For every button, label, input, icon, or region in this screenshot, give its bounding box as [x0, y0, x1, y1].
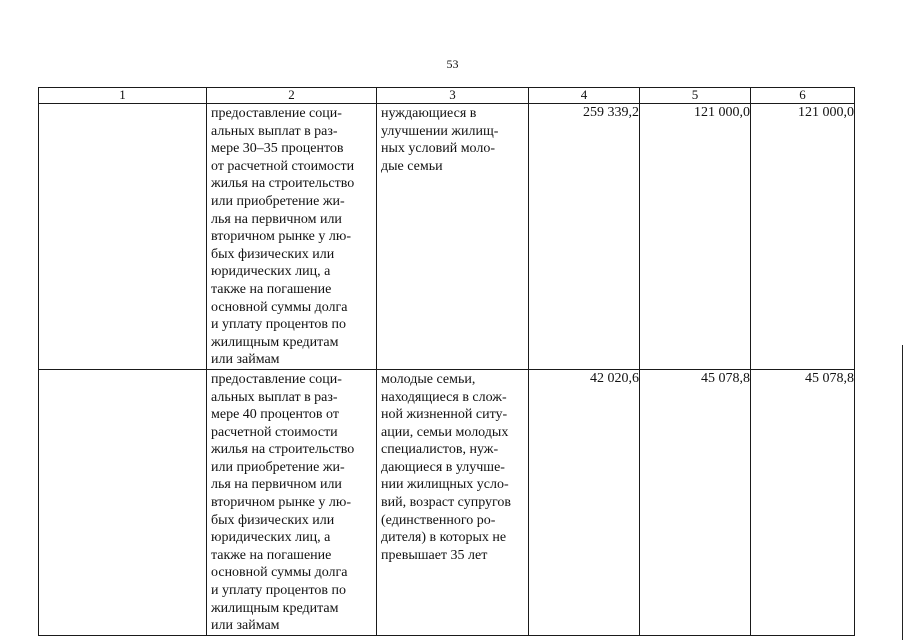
cell-col1: [39, 104, 207, 370]
text-line: дителя) в которых не: [381, 530, 507, 546]
text-line: альных выплат в раз-: [211, 389, 338, 405]
text-line: молодые семьи,: [381, 371, 476, 387]
column-header-4: 4: [529, 88, 640, 104]
text-line: юридических лиц, а: [211, 264, 331, 280]
text-line: альных выплат в раз-: [211, 123, 338, 139]
measure-description-text: [207, 370, 376, 635]
text-line: жилья на строительство: [211, 176, 355, 192]
text-line: улучшении жилищ-: [381, 123, 499, 139]
text-line: жилья на строительство: [211, 442, 355, 458]
text-line: расчетной стоимости: [211, 424, 338, 440]
text-line: ной жизненной ситу-: [381, 407, 508, 423]
cell-col1: [39, 369, 207, 635]
cell-target-group: [377, 369, 529, 635]
cell-value-col5: 121 000,0: [640, 104, 751, 370]
text-line: предоставление соци-: [211, 371, 342, 387]
text-line: находящиеся в слож-: [381, 389, 507, 405]
column-header-2: 2: [207, 88, 377, 104]
text-line: или приобретение жи-: [211, 459, 345, 475]
text-line: вторичном рынке у лю-: [211, 495, 351, 511]
text-line: бых физических или: [211, 512, 335, 528]
text-line: юридических лиц, а: [211, 530, 331, 546]
text-line: основной суммы долга: [211, 299, 348, 315]
text-line: вторичном рынке у лю-: [211, 229, 351, 245]
text-line: жилищным кредитам: [211, 334, 339, 350]
cell-value-col6: 121 000,0: [751, 104, 855, 370]
cell-value-col6: 45 078,8: [751, 369, 855, 635]
cell-measure-description: [207, 104, 377, 370]
text-line: также на погашение: [211, 547, 332, 563]
text-line: нуждающиеся в: [381, 106, 477, 121]
column-header-6: 6: [751, 88, 855, 104]
text-line: нии жилищных усло-: [381, 477, 509, 493]
scan-edge-line: [902, 345, 903, 640]
target-group-text: [377, 370, 528, 565]
text-line: (единственного ро-: [381, 512, 496, 528]
text-line: бых физических или: [211, 246, 335, 262]
text-line: ации, семьи молодых: [381, 424, 509, 440]
text-line: или займам: [211, 618, 280, 634]
cell-value-col4: 42 020,6: [529, 369, 640, 635]
text-line: специалистов, нуж-: [381, 442, 499, 458]
text-line: или займам: [211, 352, 280, 368]
column-header-3: 3: [377, 88, 529, 104]
text-line: предоставление соци-: [211, 106, 342, 121]
text-line: и уплату процентов по: [211, 317, 346, 333]
table-row: [39, 104, 855, 370]
text-line: лья на первичном или: [211, 477, 342, 493]
target-group-text: [377, 104, 528, 175]
text-line: лья на первичном или: [211, 211, 342, 227]
text-line: мере 40 процентов от: [211, 407, 339, 423]
text-line: жилищным кредитам: [211, 600, 339, 616]
text-line: вий, возраст супругов: [381, 495, 512, 511]
cell-value-col5: 45 078,8: [640, 369, 751, 635]
text-line: и уплату процентов по: [211, 583, 346, 599]
cell-target-group: [377, 104, 529, 370]
cell-value-col4: 259 339,2: [529, 104, 640, 370]
table-header-row: [39, 88, 855, 104]
measure-description-text: [207, 104, 376, 369]
column-header-5: 5: [640, 88, 751, 104]
text-line: превышает 35 лет: [381, 547, 488, 563]
text-line: дые семьи: [381, 158, 443, 174]
cell-measure-description: [207, 369, 377, 635]
budget-table: [38, 87, 855, 636]
table-row: [39, 369, 855, 635]
page-number: 53: [446, 57, 459, 71]
text-line: также на погашение: [211, 281, 332, 297]
text-line: от расчетной стоимости: [211, 158, 355, 174]
text-line: мере 30–35 процентов: [211, 141, 344, 157]
text-line: ных условий моло-: [381, 141, 496, 157]
text-line: основной суммы долга: [211, 565, 348, 581]
column-header-1: 1: [39, 88, 207, 104]
text-line: или приобретение жи-: [211, 193, 345, 209]
text-line: дающиеся в улучше-: [381, 459, 505, 475]
